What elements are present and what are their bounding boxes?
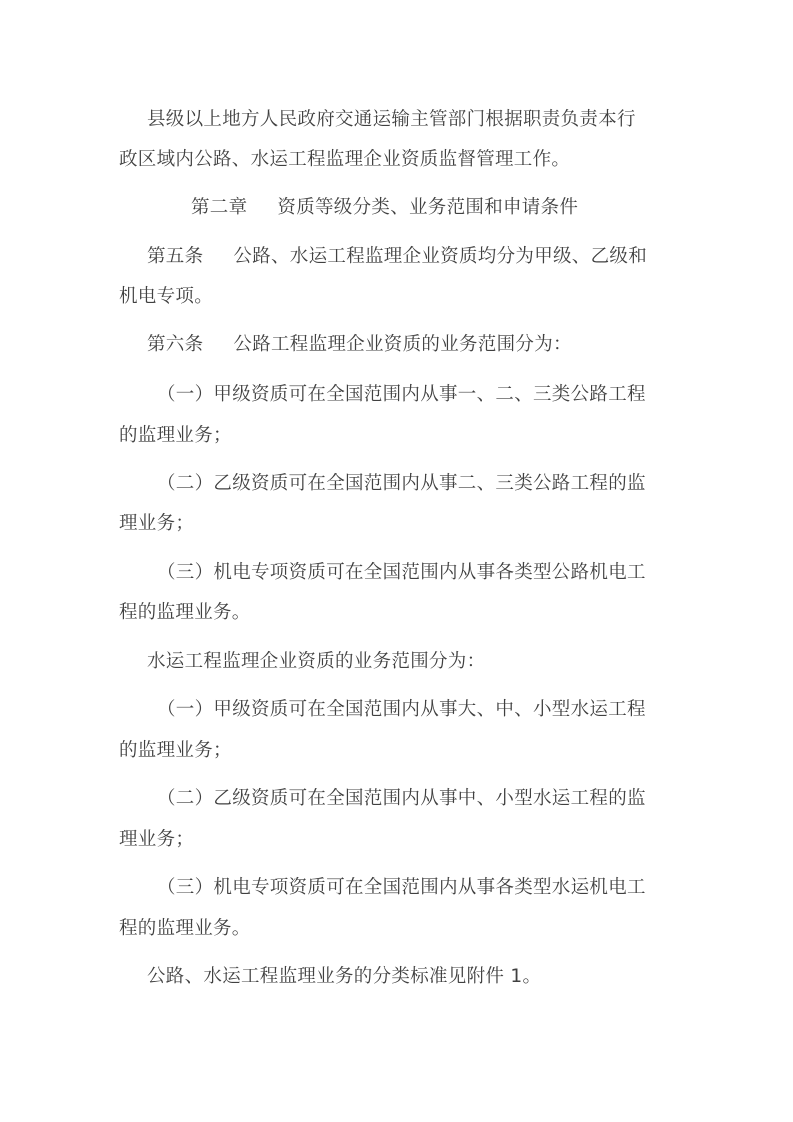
chapter-heading — [191, 196, 578, 220]
paragraph-line: 政区域内公路、水运工程监理企业资质监督管理工作。 — [119, 149, 571, 170]
paragraph-line: 公路、水运工程监理业务的分类标准见附件 1。 — [147, 966, 542, 987]
list-item-line: （二）乙级资质可在全国范围内从事中、小型水运工程的监 — [157, 788, 646, 809]
list-item-line: （一）甲级资质可在全国范围内从事一、二、三类公路工程 — [157, 384, 646, 405]
article-number: 第六条 — [147, 334, 204, 355]
list-item-line: （三）机电专项资质可在全国范围内从事各类型水运机电工 — [157, 877, 646, 898]
list-item-line: 的监理业务； — [119, 425, 232, 446]
article-6-line — [147, 333, 572, 357]
paragraph-line: 机电专项。 — [119, 286, 214, 307]
list-item-line: （三）机电专项资质可在全国范围内从事各类型公路机电工 — [157, 562, 646, 583]
chapter-title: 资质等级分类、业务范围和申请条件 — [277, 197, 579, 218]
list-item-line: 程的监理业务。 — [119, 602, 251, 623]
article-number: 第五条 — [147, 246, 204, 267]
chapter-number: 第二章 — [191, 197, 248, 218]
list-item-line: 程的监理业务。 — [119, 918, 251, 939]
article-text: 公路工程监理企业资质的业务范围分为： — [233, 334, 572, 355]
list-item-line: 的监理业务； — [119, 740, 232, 761]
list-item-line: 理业务； — [119, 513, 195, 534]
paragraph-line: 县级以上地方人民政府交通运输主管部门根据职责负责本行 — [147, 109, 636, 130]
article-text: 公路、水运工程监理企业资质均分为甲级、乙级和 — [233, 246, 648, 267]
list-item-line: （二）乙级资质可在全国范围内从事二、三类公路工程的监 — [157, 473, 646, 494]
article-5-line — [147, 245, 647, 269]
list-item-line: （一）甲级资质可在全国范围内从事大、中、小型水运工程 — [157, 699, 646, 720]
paragraph-line: 水运工程监理企业资质的业务范围分为： — [147, 651, 486, 672]
list-item-line: 理业务； — [119, 829, 195, 850]
